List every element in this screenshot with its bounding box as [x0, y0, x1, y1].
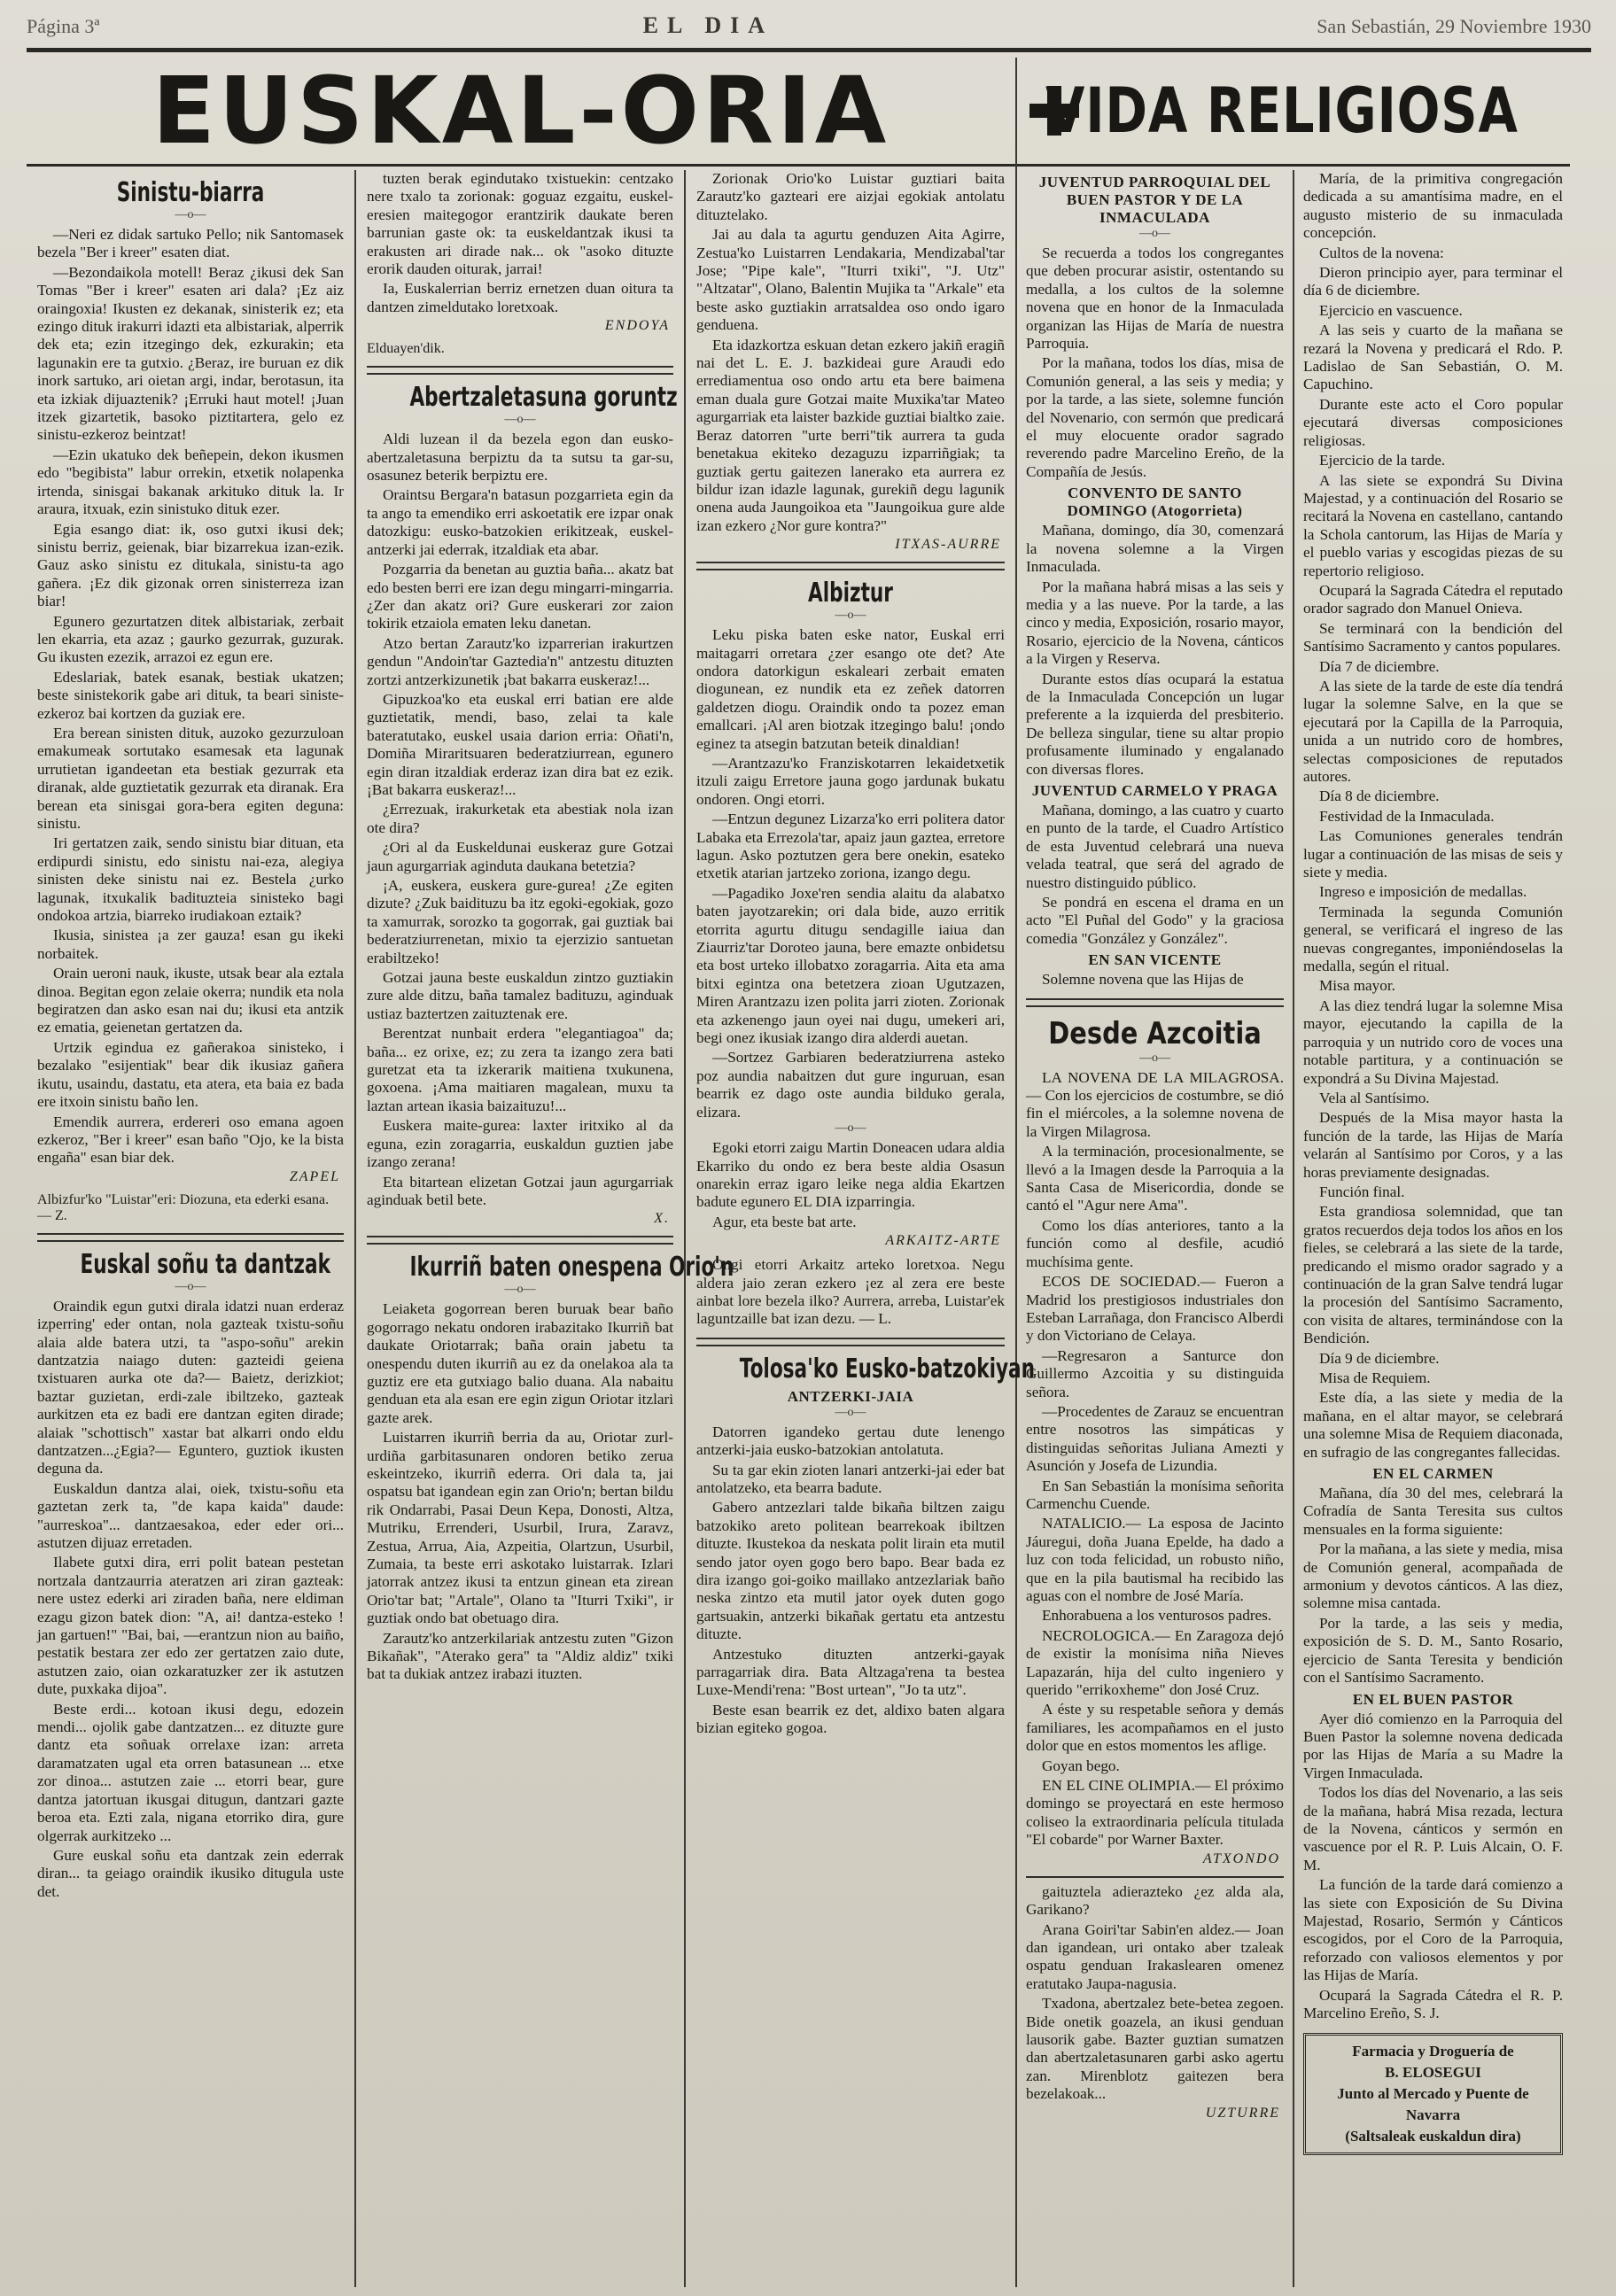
article-heading: Tolosa'ko Eusko-batzokiyan — [739, 1353, 1036, 1385]
notice-heading: CONVENTO DE SANTO DOMINGO (Atogorrieta) — [1067, 485, 1243, 520]
article-paragraph: —Sortzez Garbiaren bederatziurrena asteko poz aundia nabaitzen dut gure inguruan, esan bearrik ez dago oste aundia bilduko gerala, elizara. — [696, 1049, 1005, 1121]
article-paragraph: Gipuzkoa'ko eta euskal erri batian ere alde guztietatik, mendi, baso, zelai ta kale bateratutako, euskel usaia darion erria: Oñati'n, Domiña Miraritsuaren bederatziurrean, egunero egin diran itzaldiak erderaz izan dira bat ez ezik. ¡Bat bakarra euskeraz!... — [367, 690, 673, 798]
notice-paragraph: Se recuerda a todos los congregantes que deben procurar asistir, ostentando su medalla, a los cultos de la solemne novena que en honor de la Inmaculada organizan las Hijas de María de nuestra Parroquia. — [1026, 244, 1284, 353]
page-grid — [27, 58, 1591, 2287]
notice-paragraph: Cultos de la novena: — [1319, 244, 1444, 261]
ornament: —o— — [504, 1283, 536, 1297]
article-paragraph: Luistarren ikurriñ berria da au, Oriotar zurl-urdiña garbitasunaren ondoren betiko zerua eskeintzeko, ikurriñ ederra. Ori dala ta, jai ospatsu bat igandean egin zan Orio'n; bertan bildu rik Ondarrabi, Pasai Deun Kepa, Donosti, Altza, Mutriku, Errenderi, Usurbil, Irura, Zaravz, Zestua, Arrua, Aia, Azpeitia, Olartzun, Usurbil, Zumaia, ta beste erri askotako luistarrak. Izlari jatorrak antzez ikusi ta entzun ginean eta zirean Orio'tar bat; "Artale", Olano ta "Iturri Txiki", ir guztiak ondo bat obetuago dira. — [367, 1429, 673, 1627]
article-note: Albizfur'ko "Luistar"eri: Diozuna, eta ederki esana. — Z. — [37, 1191, 330, 1223]
article-paragraph: Edeslariak, batek esanak, bestiak ukatzen; beste sinistekorik gabe ari dituk, ta beari siniste-ezkeroz bai kortzen da guziak ere. — [37, 668, 344, 722]
article-paragraph: Eta bitartean elizetan Gotzai jaun agurgarriak aginduak betil bete. — [367, 1173, 673, 1208]
notice-paragraph: Ocupará la Sagrada Cátedra el reputado orador sagrado don Manuel Onieva. — [1303, 581, 1563, 617]
article-paragraph: Gabero antzezlari talde bikaña biltzen zaigu batzokiko areto politean bearrekoak ibiltzen dituzte. Ikustekoa da neskata polit lirain eta mutil sendo jator oyen gogo bero bapo. Bear bada ez dira izango goi-goiko maillako antzezlariak baño neska zintzo eta mutil jator oyek duten gogo gartsuakin, antzerki bikañak gertatu eta antzestu dituzte. — [696, 1499, 1005, 1643]
ornament: —o— — [504, 413, 536, 427]
notice-paragraph: La función de la tarde dará comienzo a las siete con Exposición de Su Divina Majestad, Rosario, Sermón y Cánticos escogidos, por el Coro de la Parroquia, reforzado con valiosos elementos y por las Hijas de María. — [1303, 1876, 1563, 1984]
column-2 — [356, 170, 734, 2287]
notice-paragraph: Ejercicio de la tarde. — [1319, 452, 1446, 469]
article-paragraph: ¡A, euskera, euskera gure-gurea! ¿Ze egiten dizute? ¿Zuk baidituzu ba itz egoki-egokiak, gozo ta xamurrak, sorozko ta gogorrak, gai guztiak bai bederatziurrenetan, mixio ta ejerzizio santuetan erabiltzeko! — [367, 877, 673, 966]
euskal-oria-section — [27, 57, 1036, 2287]
article-paragraph: Atzo bertan Zarautz'ko izparrerian irakurtzen gendun "Andoin'tar Gaztedia'n" antzestu dituzten zortzi antzerkizunetik ¡bat bakarra euskeraz!... — [367, 634, 673, 688]
notice-paragraph: A las siete se expondrá Su Divina Majestad, y a continuación del Rosario se recitará la Novena en castellano, cantando la Schola cantorum, las Hijas de María y el pueblo varias y escogidas piezas de su repertorio religioso. — [1303, 471, 1563, 579]
notice-paragraph: Ejercicio en vascuence. — [1319, 301, 1463, 319]
notice-paragraph: Txadona, abertzalez bete-betea zegoen. Bide onetik goazela, an ikusi genduan lausorik gabe. Bazter guztian sumatzen dan abertzaletasunaren garbi asko agertu zan. Mirenblotz gaitezen bera bezelakoak... — [1026, 1995, 1284, 2103]
article-paragraph: Jai au dala ta agurtu genduzen Aita Agirre, Zestua'ko Luistarren Lendakaria, Mendizabal'tar Jose; "Pipe kale", "Iturri txiki", "J. Utz" "Altzatar", Olano, Balentin Mujika ta "Arkale" eta beste asko guztiakin arratsaldea oso ondo igaro genduena. — [696, 226, 1005, 334]
notice-paragraph: Día 8 de diciembre. — [1319, 787, 1440, 805]
column-1 — [27, 170, 356, 2287]
folio-page-number: Página 3ª — [27, 15, 100, 37]
notice-paragraph: María, de la primitiva congregación dedicada a su amantísima madre, en el augusto misterio de su inmaculada concepción. — [1303, 170, 1563, 242]
article-paragraph: Egia esango diat: ik, oso gutxi ikusi dek; sinistu berriz, geienak, biar bizarrekua izan-ezik. Gauz asko sinistu ez ditukala, sinistu-ta ago gañera. ¡Ez dik gizonak orren sinisterreza izan biar! — [37, 520, 344, 610]
notice-paragraph: Durante este acto el Coro popular ejecutará diversas composiciones religiosas. — [1303, 395, 1563, 449]
article-separator — [696, 1338, 1005, 1346]
article-paragraph: —Ezin ukatuko dek beñepein, dekon ikusmen edo "begibista" labur orrekin, etxetik nolapenka irtenda, sinisgai bakanak arkituko dituk la. Ir araura, itxuak, ezin sinistuko dituk ezer. — [37, 446, 344, 518]
article-paragraph: Zarautz'ko antzerkilariak antzestu zuten "Gizon Bikañak", "Aterako gera" ta "Aldiz aldiz" txiki bat ta dukiak antzez irabazi ituzten. — [367, 1629, 673, 1683]
notice-paragraph: Por la mañana habrá misas a las seis y media y a las nueve. Por la tarde, a las cinco y media, Exposición, rosario mayor, Rosario, ejercicio de la Novena, cánticos a la Virgen y Reserva. — [1026, 578, 1284, 668]
article-paragraph: Egoki etorri zaigu Martin Doneacen udara aldia Ekarriko du ondo ez bera beste aldia Osasun onarekin erraz igaro leike nega aldia Ekartzen badute egunero EL DIA izparringia. — [696, 1139, 1005, 1211]
article-separator — [37, 1233, 344, 1242]
article-paragraph: Antzestuko dituzten antzerki-gayak parragarriak dira. Bata Altzaga'rena ta bestea Luxe-Mendi'rena: "Bost urtean", "Jo ta utz". — [696, 1645, 1005, 1699]
article-signature: ZAPEL — [289, 1168, 340, 1184]
pharmacy-advert — [1303, 2033, 1563, 2155]
ornament: —o— — [1139, 227, 1170, 240]
article-paragraph: Iri gertatzen zaik, sendo sinistu biar dituan, eta erdipurdi sinistu, edo sinistu nai-eza, alegiya sinisten deke sinistu nai ez. Bestela ¿urko lagunak, itxukalik badituzteia sinisteko bagi ondokoa artzia, biarreko irudiakoan eztaik? — [37, 834, 344, 925]
notice-paragraph: Solemne novena que las Hijas de — [1042, 971, 1244, 989]
ornament: —o— — [175, 1279, 206, 1293]
notice-paragraph: Por la mañana, todos los días, misa de Comunión general, a las seis y media; y por la tarde, a las siete, solemne función del Novenario, con sermón que predicará el muy elocuente orador sagrado reverendo padre Marcelino Ereño, de la Compañía de Jesús. — [1026, 354, 1284, 480]
notice-paragraph: NATALICIO.— La esposa de Jacinto Jáuregui, doña Juana Epelde, ha dado a luz con toda felicidad, un robusto niño, que en la pila bautismal ha recibido las aguas con el nombre de José María. — [1026, 1515, 1284, 1604]
article-heading: Sinistu-biarra — [116, 177, 265, 208]
notice-paragraph: Este día, a las siete y media de la mañana, en el altar mayor, se celebrará una solemne Misa de Requiem diaconada, en sufragio de las congregantes fallecidas. — [1303, 1389, 1563, 1461]
ornament: —o— — [1139, 1051, 1170, 1065]
vida-religiosa-title: VIDA RELIGIOSA — [1045, 74, 1519, 147]
article-heading: Ikurriñ baten onespena Orio'n — [409, 1252, 734, 1284]
column-4a — [1017, 170, 1294, 2287]
notice-paragraph: Se pondrá en escena el drama en un acto "El Puñal del Godo" y la graciosa comedia "González y González". — [1026, 894, 1284, 947]
article-paragraph: —Pagadiko Joxe'ren sendia alaitu da alabatxo baten jayotzarekin; ori dala bide, auzo erritik etorrita agurtu ditugu sendagille iaiua dan Ziaurriz'tar Doroteo jauna, bere emazte onbidetsu eta bost urteko illobatxo zoragarria. Aita eta ama bitxi egintza ona betetzera zioan Ugutzazen, Miren Arantzazu izen polita jarri zioten. Zorionak eta azkenengo jaun oyei nai dugu, umekeri ari, begi onez ikusiak izango dira alderdi auetan. — [696, 884, 1005, 1047]
folio-paper-name: EL DIA — [642, 12, 774, 38]
notice-paragraph: A éste y su respetable señora y demás familiares, les acompañamos en el justo dolor que en estos momentos les aflige. — [1026, 1701, 1284, 1755]
article-paragraph: Pozgarria da benetan au guztia baña... akatz bat edo besten berri ere izan degu mingarri-mingarria. ¿Zer dan akatz ori? Gure euskerari zor zaion tokirik etzaiola ematen leku danetan. — [367, 561, 673, 632]
advert-line: Navarra — [1405, 2106, 1461, 2124]
article-paragraph: Orain ueroni nauk, ikuste, utsak bear ala eztala dinoa. Begitan egon zelaie okerra; nundik eta nola begiratzen dan asko esan nai du; ikusi eta antzik ez ematia, geienetan gertatzen da. — [37, 965, 344, 1036]
article-paragraph: Eta idazkortza eskuan detan ezkero jakiñ eragiñ nai det L. E. J. bazkideai gure Araudi edo errediamentua oso ondo artu eta bere baimena eman duala gure Gotzai maite Muxika'tar Mateo agurgarriak eta laister bazkide guztiai bialtko zaie. Beraz datorren "urte berri"tik aurrera ta guda benetakua ekiteko dezaguzu izparriñgiak; ta guztiak gertu gaitezen lanerako eta aurrera ez bildur izan idazle lagunak, gurekiñ degu lagunik onena auda Jaungoikoa eta "Jaungoikua gure alde izan ezkero ¿Nor gure kontra?" — [696, 336, 1005, 534]
article-paragraph: Zorionak Orio'ko Luistar guztiari baita Zarautz'ko gazteari ere aizjai egokiak antolatu dituztelako. — [696, 170, 1005, 223]
top-rule — [27, 48, 1591, 52]
article-note: Elduayen'dik. — [367, 341, 445, 357]
notice-heading: EN EL CARMEN — [1372, 1465, 1494, 1483]
article-signature: ARKAITZ-ARTE — [885, 1233, 1001, 1249]
article-signature: ENDOYA — [604, 318, 670, 334]
notice-paragraph: A las diez tendrá lugar la solemne Misa mayor, ejecutando la capilla de la parroquia y un nutrido coro de voces una notable partitura, y a continuación se expondrá a Su Divina Majestad. — [1303, 997, 1563, 1087]
article-paragraph: ¿Ori al da Euskeldunai euskeraz gure Gotzai jaun agurgarriak aginduta daukana betetzia? — [367, 839, 673, 874]
advert-line: B. ELOSEGUI — [1385, 2064, 1481, 2082]
notice-paragraph: EN EL CINE OLIMPIA.— El próximo domingo se proyectará en este hermoso coliseo la extraordinaria película titulada "El cobarde" por Warner Baxter. — [1026, 1777, 1284, 1849]
notice-paragraph: gaituztela adierazteko ¿ez alda ala, Garikano? — [1026, 1882, 1284, 1919]
article-heading: Desde Azcoitia — [1048, 1015, 1262, 1051]
article-paragraph: Era berean sinisten dituk, auzoko gezurzuloan emakumeak sortutako esamesak eta lagunak urrutietan igandeetan eta bestiak gezurrak eta diranak, alde guztietatik gezurrak eta diranak. Era berean eta sinisgai gora-bera egiten deguna: sinistu. — [37, 724, 344, 832]
article-subheading: ANTZERKI-JAIA — [787, 1387, 914, 1405]
article-paragraph: Beste erdi... kotoan ikusi degu, edozein mendi... ojolik gabe dantzatzen... ez dituzte gure dantz eta soñuak orrelaxe izan: arreta daramatzaten ugal eta orren batasunean ... etxe zor dinoa... astutzen zaie ... etorri bear, gure dantza jatortuan ikusgai ditugun, dantzari gazte beroa eta. Ezti zala, nigana etorriko dira, gure olgerrak aurkitzeko ... — [37, 1700, 344, 1844]
article-paragraph: Ongi etorri Arkaitz arteko loretxoa. Negu aldera jaio zeran ezkero ¡ez al zera ere beste ainbat lore bezela ilko? Aurrera, arreba, Luistar'ek laguntzaille bat izan dezu. — L. — [696, 1256, 1005, 1328]
notice-paragraph: Mañana, domingo, a las cuatro y cuarto en punto de la tarde, el Cuadro Artístico de esta Juventud celebrará una nueva velada teatral, que será del agrado de nuestro distinguido público. — [1026, 801, 1284, 891]
notice-paragraph: Arana Goiri'tar Sabin'en aldez.— Joan dan igandean, uri ontako aber tzaleak ospatu genduan Irakaslearen omenez eratutako Jaupa-nagusia. — [1026, 1920, 1284, 1992]
notice-heading: JUVENTUD CARMELO Y PRAGA — [1031, 781, 1278, 799]
vida-religiosa-section — [1015, 58, 1570, 2287]
article-paragraph: Gure euskal soñu eta dantzak zein ederrak diran... ta geiago oraindik ikusiko ditugula uste det. — [37, 1846, 344, 1900]
notice-paragraph: Terminada la segunda Comunión general, se verificará el ingreso de las nuevas congregantes, imponiéndoselas la medalla, según el ritual. — [1303, 903, 1563, 975]
column-3 — [686, 170, 1036, 2287]
article-paragraph: ¿Errezuak, irakurketak eta abestiak nola izan ote dira? — [367, 801, 673, 836]
article-separator — [1026, 998, 1284, 1007]
notice-heading: EN SAN VICENTE — [1088, 951, 1222, 969]
article-signature: UZTURRE — [1205, 2105, 1280, 2121]
notice-heading: EN EL BUEN PASTOR — [1352, 1690, 1514, 1708]
notice-paragraph: Ocupará la Sagrada Cátedra el R. P. Marcelino Ereño, S. J. — [1303, 1986, 1563, 2021]
notice-paragraph: Se terminará con la bendición del Santísimo Sacramento y cantos populares. — [1303, 619, 1563, 655]
notice-paragraph: Ayer dió comienzo en la Parroquia del Buen Pastor la solemne novena dedicada por las Hijas de María a su Madre la Virgen Inmaculada. — [1303, 1710, 1563, 1781]
vida-religiosa-banner — [1017, 58, 1570, 167]
article-paragraph: Ilabete gutxi dira, erri polit batean pestetan nortzala dantzaurria ateratzen ari ziran gazteak: nere ustez ederki ari ziraden baña, nere eldiman ezagu gizon batek dion: "A, ai! dantza-esteko ! jan gartuen!" "Bai, bai, —erantzun nion au baiño, pestatik bestara zer edo zer gertatzen zaio dute, astutzen zaio, oian ozkaratuzker zer ik astutzen dute, puxkaka dijoa". — [37, 1554, 344, 1698]
article-heading: Euskal soñu ta dantzak — [80, 1248, 330, 1280]
notice-paragraph: Durante estos días ocupará la estatua de la Inmaculada Concepción un lugar preferente a la izquierda del presbiterio. De belleza singular, tiene su altar propio profusamente iluminado y engalanado con diversas flores. — [1026, 670, 1284, 778]
article-paragraph: Euskaldun dantza alai, oiek, txistu-soñu eta gaztetan zerk ta, "de kapa kaida" daude: "aurreskoa"... dantzaesakoa, eder eder ori... astutzen dijuaz erretaden. — [37, 1479, 344, 1551]
article-paragraph: Egunero gezurtatzen ditek albistariak, zerbait len ekarria, eta azaz ; gaurko gezurrak, guzurak. Gu ikusten ezezik, arrazoi ez egun ere. — [37, 612, 344, 666]
notice-paragraph: Después de la Misa mayor hasta la función de la tarde, las Hijas de María velarán al Santísimo por Coros, y a las horas previamente designadas. — [1303, 1109, 1563, 1181]
notice-paragraph: NECROLOGICA.— En Zaragoza dejó de existir la monísima niña Nieves Lapazarán, hija del culto ingeniero y querido "errikoxheme" don José Cruz. — [1026, 1626, 1284, 1699]
notice-paragraph: Día 7 de diciembre. — [1319, 657, 1440, 675]
article-signature: ITXAS-AURRE — [895, 537, 1001, 553]
ornament: —o— — [175, 208, 206, 221]
notice-paragraph: Por la mañana, a las siete y media, misa de Comunión general, acompañada de armonium y devotos cánticos. A las diez, solemne misa cantada. — [1303, 1540, 1563, 1612]
article-paragraph: —Neri ez didak sartuko Pello; nik Santomasek bezela "Ber i kreer" esaten diat. — [37, 226, 344, 261]
article-heading: Abertzaletasuna goruntz — [409, 382, 678, 414]
notice-paragraph: Como los días anteriores, tanto a la función como al desfile, acudió muchísima gente. — [1026, 1216, 1284, 1270]
ornament: —o— — [835, 609, 866, 623]
article-paragraph: Euskera maite-gurea: laxter iritxiko al da eguna, ezin zoragarria, euskaldun guztien jabe izango zerana! — [367, 1117, 673, 1171]
article-paragraph: Beste esan bearrik ez det, aldixo baten algara bizian egiteko gogoa. — [696, 1701, 1005, 1737]
article-paragraph: Urtzik egindua ez gañerakoa sinisteko, i bezalako "esijentiak" bear dik ikusiaz gañera ikutu, usaindu, dastatu, eta atera, eta baia ez bada ere itxoin sinistu baño len. — [37, 1038, 344, 1111]
notice-paragraph: Festividad de la Inmaculada. — [1319, 807, 1495, 825]
notice-paragraph: Vela al Santísimo. — [1319, 1089, 1430, 1106]
notice-paragraph: Por la tarde, a las seis y media, exposición de S. D. M., Santo Rosario, ejercicio de Santa Teresita y bendición con el Santísimo Sacramento. — [1303, 1614, 1563, 1687]
notice-paragraph: —Procedentes de Zarauz se encuentran entre nosotros las simpáticas y distinguidas señoritas Juliana Amezti y Asunción y Josefa de Lizundia. — [1026, 1402, 1284, 1475]
notice-paragraph: A la terminación, procesionalmente, se llevó a la Imagen desde la Parroquia a la Santa Casa de Misericordia, donde se cantó el "Agur nere Ama". — [1026, 1143, 1284, 1214]
ornament: —o— — [835, 1405, 866, 1419]
notice-paragraph: A las siete de la tarde de este día tendrá lugar la solemne Salve, en la que se ejecutará por la Capilla de la Parroquia, unida a un nutrido coro de hombres, selectas composiciones de reputados autores. — [1303, 677, 1563, 785]
article-paragraph: Su ta gar ekin zioten lanari antzerki-jai eder bat antolatzeko, eta bearra badute. — [696, 1461, 1005, 1496]
article-separator — [1026, 1876, 1284, 1878]
article-paragraph: Datorren igandeko gertau dute lenengo antzerki-jaia eusko-batzokian antolatuta. — [696, 1423, 1005, 1459]
advert-line: Farmacia y Droguería de — [1352, 2043, 1514, 2060]
article-separator — [696, 562, 1005, 570]
article-separator — [367, 1236, 673, 1245]
article-paragraph: Leku piska baten eske nator, Euskal erri maitagarri orretara ¿zer esango ote det? Ate ondora datorkigun eskaleari zerbait ematen diogunean, ez nundik eta ez zeñek datorren galdetzen diogu. Oraindik ondo ta pozez eman emallcari. ¡Al aren biotzak itzegingo balu! ¡ondo eginez ta atsegin batzutan beteik dinaldian! — [696, 626, 1005, 752]
notice-paragraph: A las seis y cuarto de la mañana se rezará la Novena y predicará el Rdo. P. Ladislao de San Sebastián, O. M. Capuchino. — [1303, 322, 1563, 393]
notice-heading: JUVENTUD PARROQUIAL DEL BUEN PASTOR Y DE LA INMACULADA — [1038, 174, 1271, 226]
notice-paragraph: Todos los días del Novenario, a las seis de la mañana, habrá Misa rezada, lectura de la Novena, cánticos y sermón en vascuence por el R. P. Luis Alcain, O. F. M. — [1303, 1784, 1563, 1873]
notice-paragraph: Día 9 de diciembre. — [1319, 1349, 1440, 1367]
euskal-oria-columns — [27, 170, 1036, 2287]
notice-paragraph: Misa de Requiem. — [1319, 1369, 1431, 1386]
folio-date: San Sebastián, 29 Noviembre 1930 — [1317, 15, 1591, 37]
vida-religiosa-columns — [1017, 170, 1570, 2287]
notice-paragraph: Goyan bego. — [1042, 1757, 1120, 1774]
folio-bar — [27, 12, 1591, 44]
article-paragraph: Oraindik egun gutxi dirala idatzi nuan erderaz izperring' eder ontan, nola gazteak txistu-soñu alaia alde batera utzi, ta "aspo-soñu" arekin dantzatzia naiago duten: gazteidi geiena txistuaren aurka ote da?— Baietz, derizkiot; baztar guzietan, erdi-zale ibiltzeko, gazteak aurkitzen eta ez badi ere dantzan egiten dirade; alaiak "schottisch" xastar bat alkarri ondo eldu dantzatzen...¿Egia?— Eguntero, guztiok ikusten deguna da. — [37, 1297, 344, 1478]
article-paragraph: Agur, eta beste bat arte. — [712, 1213, 857, 1230]
article-paragraph: Oraintsu Bergara'n batasun pozgarrieta egin da ta ango ta emendiko erri askoetatik ere izpar onak datozkigu: eusko-batzokien erikitzeak, euskel-antzerki jai ederrak, itzaldiak eta abar. — [367, 486, 673, 558]
article-signature: ATXONDO — [1202, 1850, 1280, 1866]
notice-paragraph: Misa mayor. — [1319, 977, 1395, 995]
notice-paragraph: Dieron principio ayer, para terminar el día 6 de diciembre. — [1303, 264, 1563, 299]
euskal-oria-banner: EUSKAL-ORIA — [27, 58, 1015, 167]
advert-line: Junto al Mercado y Puente de — [1337, 2085, 1529, 2103]
article-paragraph: Gotzai jauna beste euskaldun zintzo guztiakin zure alde ditzu, baña tamalez badituzu, aginduak ustiaz baztertzen zaituztenak ere. — [367, 969, 673, 1022]
article-paragraph: Berentzat nunbait erdera "elegantiagoa" da; baña... ez orixe, ez; zu zera ta izango zera bati guretzat eta ta izkerarik maitiena txukunena, goxoena. ¡Ama maitiaren magalean, muxu ta laztan artean ikasia baizaituzu!... — [367, 1025, 673, 1114]
article-paragraph: —Entzun degunez Lizarza'ko erri politera dator Labaka eta Errezola'tar, apaiz jaun gaztea, erretore lagun. Asko poztutzen gera bere onekin, esateko etxetik atarian jartzeko zoriona, izango degu. — [696, 811, 1005, 882]
notice-paragraph: Mañana, domingo, día 30, comenzará la novena solemne a la Virgen Inmaculada. — [1026, 522, 1284, 576]
article-signature: X. — [654, 1211, 670, 1227]
ornament: —o— — [835, 1121, 866, 1136]
article-paragraph: —Bezondaikola motell! Beraz ¿ikusi dek San Tomas "Ber i kreer" esaten ari dala? ¡Ez aiz oraingoxia! Ikusten ez dekanak, sinisterik ez; eta ezingo dituk irakurri idazti eta albistariak, alperrik dek eta; ezin itzegingo dek, ezkurakin; eta lagunakin ere ta gutxio. ¿Beraz, ire buruan ez dik inork sartuko, ari oietan argi, indar, berotasun, ita eta izkiak dijuaztenik? ¡Erruki haut motel! ¡Juan itzek gizartetik, basoko piztitartera, gelo ez sinistu-ezkeroz beintzat! — [37, 263, 344, 444]
advert-line: (Saltsaleak euskaldun dira) — [1345, 2128, 1521, 2145]
notice-paragraph: Enhorabuena a los venturosos padres. — [1042, 1607, 1272, 1625]
column-4b — [1294, 170, 1572, 2287]
notice-paragraph: ECOS DE SOCIEDAD.— Fueron a Madrid los prestigiosos industriales don Esteban Larrañaga, don Francisco Alberdi y don Victoriano de Celaya. — [1026, 1273, 1284, 1345]
notice-paragraph: LA NOVENA DE LA MILAGROSA.— Con los ejercicios de costumbre, se dió fin el miércoles, a la solemne novena de la Virgen Milagrosa. — [1026, 1068, 1284, 1140]
article-separator — [367, 366, 673, 375]
notice-paragraph: Las Comuniones generales tendrán lugar a continuación de las misas de seis y siete y media. — [1303, 827, 1563, 881]
article-paragraph: Aldi luzean il da bezela egon dan eusko-abertzaletasuna berpiztu da ta sutsu ta gar-su, osasunez beterik berpiztu ere. — [367, 430, 673, 485]
notice-paragraph: Esta grandiosa solemnidad, que tan gratos recuerdos deja todos los años en los fieles, se celebrará a las siete de la tarde, predicando el mismo orador sagrado y a continuación de la gran Salve tendrá lugar la procesión del Santísimo Sacramento, con visita de altares, terminándose con la Bendición. — [1303, 1203, 1563, 1347]
notice-paragraph: Ingreso e imposición de medallas. — [1319, 883, 1527, 901]
article-paragraph: Ia, Euskalerrian berriz ernetzen duan oitura ta dantzen zimeldutako loretxoak. — [367, 280, 673, 315]
article-paragraph: tuzten berak egindutako txistuekin: centzako nere txalo ta zorionak: goguaz ezgaitu, euskel-eresien maitegogor erantzirik daukate beren barrunian gaste ok: ta euskeldantzak ikusi ta erakusten ari dirade nak... ok "asoko dituzte erorik dauden oiturak, jarrai! — [367, 170, 673, 278]
notice-paragraph: —Regresaron a Santurce don Guillermo Azcoitia y su distinguida señora. — [1026, 1346, 1284, 1400]
article-heading: Albiztur — [808, 578, 893, 609]
article-paragraph: Emendik aurrera, erdereri oso emana agoen ezkeroz, "Ber i kreer" esan baño "Ojo, ke la bista engaña" esan biar dek. — [37, 1113, 344, 1167]
notice-paragraph: En San Sebastián la monísima señorita Carmenchu Cuende. — [1026, 1477, 1284, 1512]
article-paragraph: Ikusia, sinistea ¡a zer gauza! esan gu ikeki norbaitek. — [37, 927, 344, 962]
notice-paragraph: Función final. — [1319, 1183, 1405, 1200]
article-paragraph: —Arantzazu'ko Franziskotarren lekaidetxetik itzuli zaigu Erretore jauna gogo jardunak bukatu ondoren. Ongi etorri. — [696, 754, 1005, 808]
notice-paragraph: Mañana, día 30 del mes, celebrará la Cofradía de Santa Teresita sus cultos mensuales en la forma siguiente: — [1303, 1485, 1563, 1538]
article-paragraph: Leiaketa gogorrean beren buruak bear baño gogorrago nekatu ondoren irabazitako Ikurriñ bat daukate Oriotarrak; baña orain jabetu ta onespendu duten ikurriñ au ez da onelakoa ala ta guztiz ere eta gutxiago balio duana. Ala nabaitu genduan eta ala esan ere egin zigun Oriotar itzlari gazte arek. — [367, 1300, 673, 1426]
